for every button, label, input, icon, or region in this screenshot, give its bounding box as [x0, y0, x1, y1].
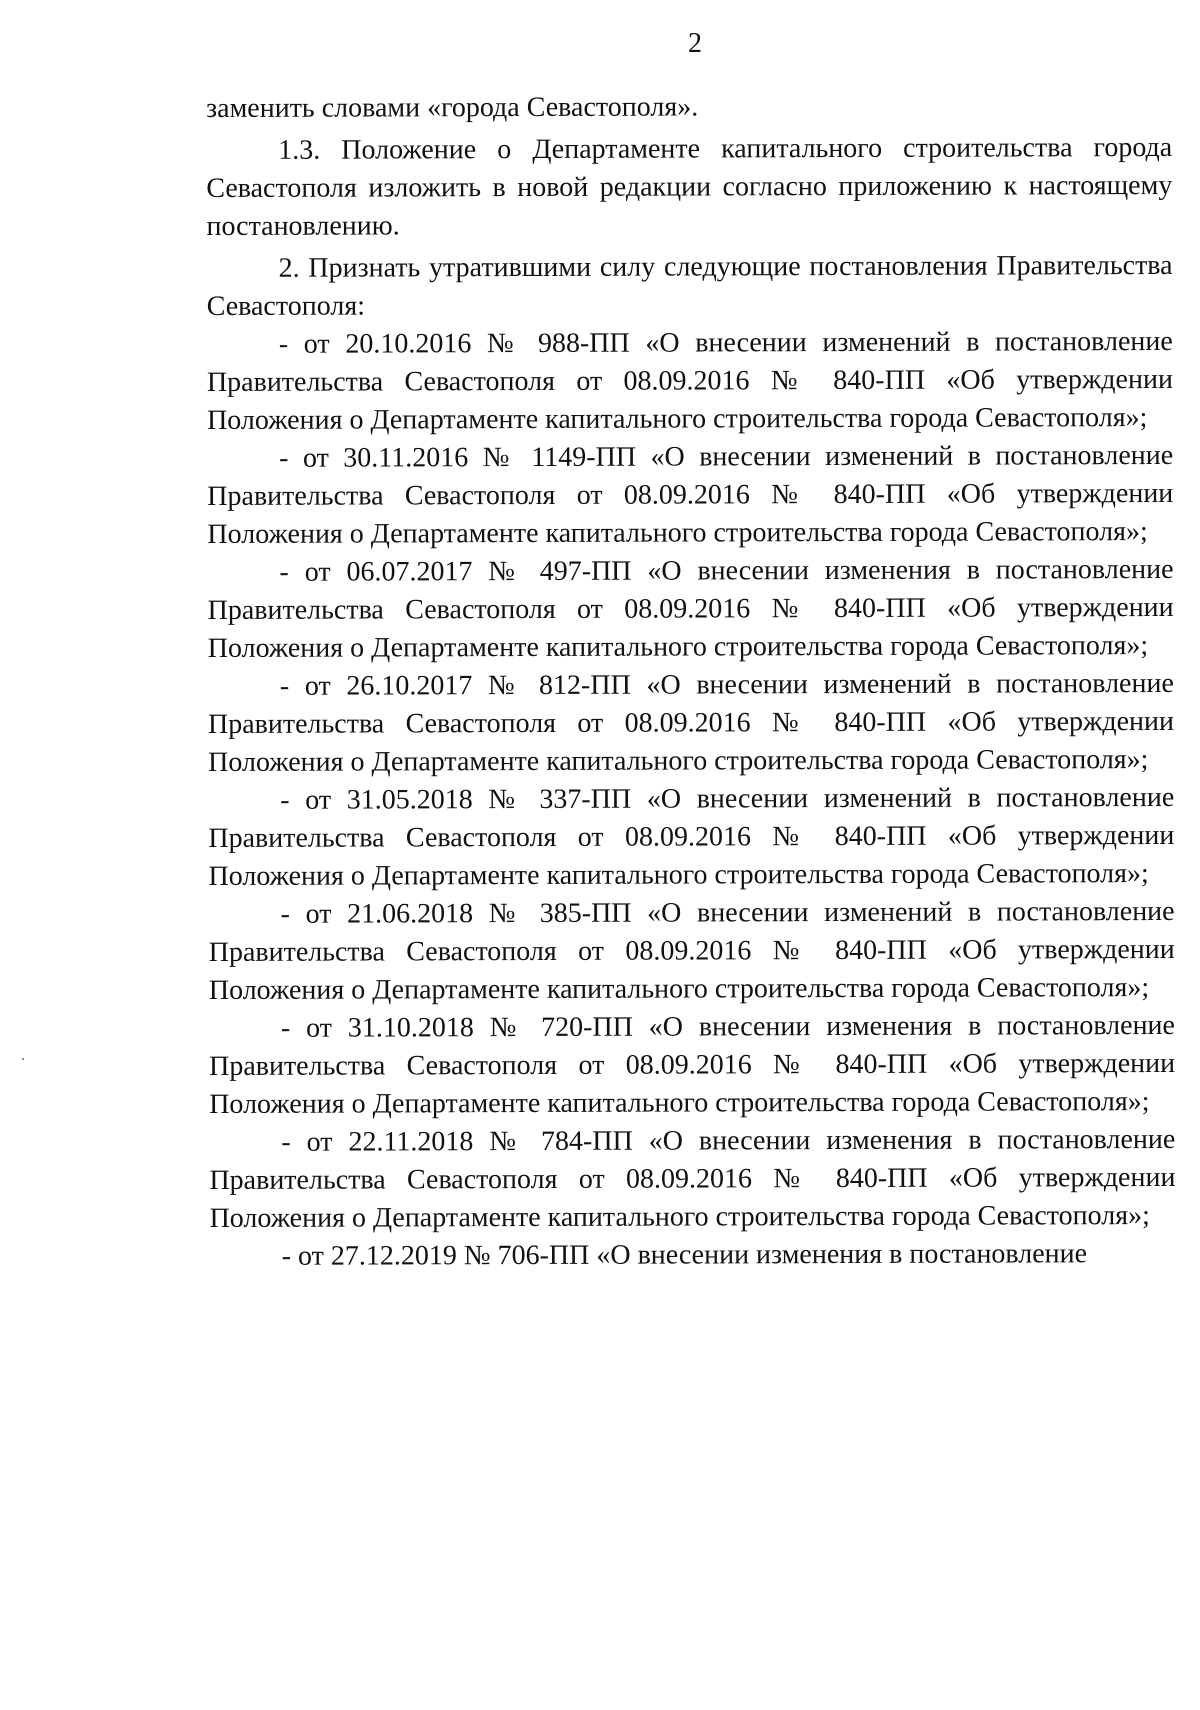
repealed-resolution-item: - от 06.07.2017 № 497-ПП «О внесении изменения в постановление Правительства Севастополя от 08.09.2016 № 840-ПП «Об утверждении Положения о Департаменте капитального строительства города Севастополя»;: [207, 553, 1174, 664]
repealed-resolution-item: - от 21.06.2018 № 385-ПП «О внесении изменений в постановление Правительства Севастополя от 08.09.2016 № 840-ПП «Об утверждении Положения о Департаменте капитального строительства города Севастополя»;: [208, 895, 1175, 1006]
repealed-resolution-item: - от 20.10.2016 № 988-ПП «О внесении изменений в постановление Правительства Севастополя от 08.09.2016 № 840-ПП «Об утверждении Положения о Департаменте капитального строительства города Севастополя»;: [206, 325, 1173, 436]
document-body: [206, 87, 1176, 1276]
repealed-resolution-item: - от 31.10.2018 № 720-ПП «О внесении изменения в постановление Правительства Севастополя от 08.09.2016 № 840-ПП «Об утверждении Положения о Департаменте капитального строительства города Севастополя»;: [209, 1009, 1176, 1120]
repealed-resolution-item: - от 30.11.2016 № 1149-ПП «О внесении изменений в постановление Правительства Севастополя от 08.09.2016 № 840-ПП «Об утверждении Положения о Департаменте капитального строительства города Севастополя»;: [207, 439, 1174, 550]
repealed-resolution-item: - от 22.11.2018 № 784-ПП «О внесении изменения в постановление Правительства Севастополя от 08.09.2016 № 840-ПП «Об утверждении Положения о Департаменте капитального строительства города Севастополя»;: [209, 1123, 1176, 1234]
repealed-resolution-item-partial: - от 27.12.2019 № 706-ПП «О внесении изменения в постановление: [281, 1238, 1088, 1272]
repealed-resolution-item: - от 31.05.2018 № 337-ПП «О внесении изменений в постановление Правительства Севастополя от 08.09.2016 № 840-ПП «Об утверждении Положения о Департаменте капитального строительства города Севастополя»;: [208, 781, 1175, 892]
opening-line: заменить словами «города Севастополя».: [206, 91, 699, 124]
point-2: 2. Признать утратившими силу следующие постановления Правительства Севастополя:: [206, 249, 1173, 322]
repealed-resolution-item: - от 26.10.2017 № 812-ПП «О внесении изменений в постановление Правительства Севастополя от 08.09.2016 № 840-ПП «Об утверждении Положения о Департаменте капитального строительства города Севастополя»;: [207, 667, 1175, 778]
point-1-3: 1.3. Положение о Департаменте капитального строительства города Севастополя изложить в новой редакции согласно приложению к настоящему постановлению.: [206, 131, 1173, 242]
scan-artifact-dot: [22, 1058, 24, 1060]
page-number: 2: [688, 28, 702, 59]
